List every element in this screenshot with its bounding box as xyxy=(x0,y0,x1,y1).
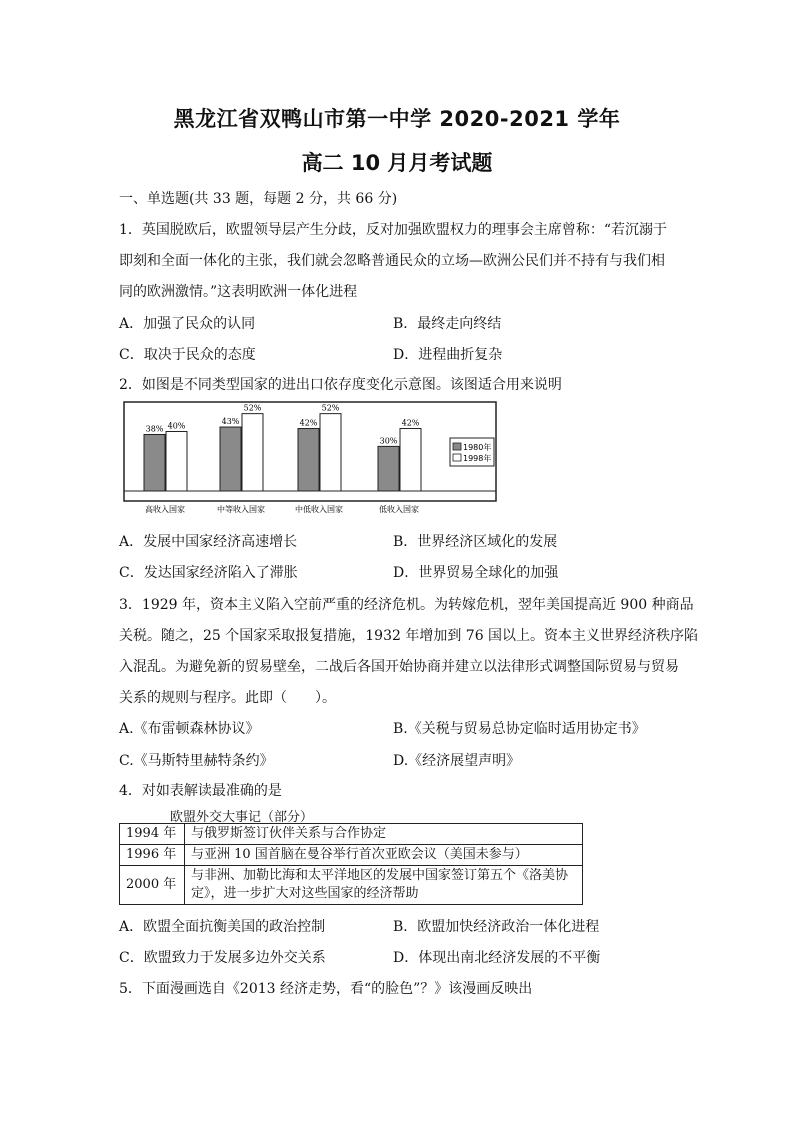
q3-option-d: D.《经济展望声明》 xyxy=(393,753,521,769)
q1-line-2: 即刻和全面一体化的主张，我们就会忽略普通民众的立场—欧洲公民们并不持有与我们相 xyxy=(119,253,665,269)
q2-option-c: C．发达国家经济陷入了滞胀 xyxy=(119,565,298,581)
q4-option-b: B．欧盟加快经济政治一体化进程 xyxy=(393,919,600,935)
section-heading: 一、单选题(共 33 题，每题 2 分，共 66 分) xyxy=(119,191,398,207)
exam-title: 黑龙江省双鸭山市第一中学 2020-2021 学年 xyxy=(173,107,621,131)
q4-stem: 4．对如表解读最准确的是 xyxy=(119,783,282,799)
table-row xyxy=(120,824,583,845)
q5-stem: 5．下面漫画选自《2013 经济走势，看“的脸色”？》该漫画反映出 xyxy=(119,981,533,997)
table-row xyxy=(120,866,583,905)
bar-1980年-中低收入国家 xyxy=(298,429,319,491)
q3-line-4: 关系的规则与程序。此即（ ）。 xyxy=(119,690,336,706)
bar-1998年-低收入国家 xyxy=(400,429,421,491)
dependence-bar-chart xyxy=(120,398,500,516)
q1-option-b: B．最终走向终结 xyxy=(393,316,502,332)
q1-line-3: 同的欧洲激情。”这表明欧洲一体化进程 xyxy=(119,284,358,300)
q2-stem: 2．如图是不同类型国家的进出口依存度变化示意图。该图适合用来说明 xyxy=(119,377,562,393)
data-label: 40% xyxy=(167,421,186,431)
q1-option-d: D．进程曲折复杂 xyxy=(393,347,503,363)
q4-option-c: C．欧盟致力于发展多边外交关系 xyxy=(119,950,326,966)
row-year: 2000 年 xyxy=(120,866,185,905)
chart-legend xyxy=(450,438,494,466)
bar-1998年-中等收入国家 xyxy=(242,414,263,491)
category-label: 中等收入国家 xyxy=(217,505,265,514)
data-label: 52% xyxy=(321,403,340,413)
bar-1980年-高收入国家 xyxy=(144,434,165,491)
table-row xyxy=(120,845,583,866)
legend-swatch-1980 xyxy=(453,443,461,450)
table-caption: 欧盟外交大事记（部分） xyxy=(170,810,314,825)
bar-1980年-中等收入国家 xyxy=(220,427,241,491)
exam-subtitle: 高二 10 月月考试题 xyxy=(301,151,493,175)
row-year: 1994 年 xyxy=(120,824,185,845)
row-event: 与非洲、加勒比海和太平洋地区的发展中国家签订第五个《洛美协定》，进一步扩大对这些国家的经济帮助 xyxy=(185,866,583,905)
legend-label-1980: 1980年 xyxy=(463,443,492,452)
data-label: 42% xyxy=(401,418,420,428)
category-label: 低收入国家 xyxy=(379,505,419,514)
bar-1980年-低收入国家 xyxy=(378,446,399,491)
data-label: 42% xyxy=(299,418,318,428)
q3-option-a: A.《布雷顿森林协议》 xyxy=(119,721,260,737)
bar-1998年-高收入国家 xyxy=(166,432,187,492)
legend-swatch-1998 xyxy=(453,454,461,461)
q4-option-d: D．体现出南北经济发展的不平衡 xyxy=(393,950,601,966)
q1-option-a: A．加强了民众的认同 xyxy=(119,316,256,332)
q3-option-c: C.《马斯特里赫特条约》 xyxy=(119,753,274,769)
category-label: 高收入国家 xyxy=(145,505,185,514)
q3-option-b: B.《关税与贸易总协定临时适用协定书》 xyxy=(393,721,646,737)
row-event: 与亚洲 10 国首脑在曼谷举行首次亚欧会议（美国未参与） xyxy=(185,845,583,866)
category-label: 中低收入国家 xyxy=(295,505,343,514)
q1-line-1: 1．英国脱欧后，欧盟领导层产生分歧，反对加强欧盟权力的理事会主席曾称：“若沉溺于 xyxy=(119,222,668,238)
q3-line-1: 3．1929 年，资本主义陷入空前严重的经济危机。为转嫁危机，翌年美国提高近 900 种商品 xyxy=(119,597,694,613)
q2-option-b: B．世界经济区域化的发展 xyxy=(393,534,558,550)
q2-option-a: A．发展中国家经济高速增长 xyxy=(119,534,298,550)
q1-option-c: C．取决于民众的态度 xyxy=(119,347,256,363)
eu-diplomacy-table xyxy=(119,823,583,905)
q2-option-d: D．世界贸易全球化的加强 xyxy=(393,565,559,581)
q3-line-3: 入混乱。为避免新的贸易壁垒，二战后各国开始协商并建立以法律形式调整国际贸易与贸易 xyxy=(119,659,679,675)
q4-option-a: A．欧盟全面抗衡美国的政治控制 xyxy=(119,919,326,935)
data-label: 38% xyxy=(145,424,164,434)
data-label: 43% xyxy=(221,417,240,427)
q3-line-2: 关税。随之，25 个国家采取报复措施，1932 年增加到 76 国以上。资本主义世界经济秩序陷 xyxy=(119,628,699,644)
bar-1998年-中低收入国家 xyxy=(320,414,341,491)
row-year: 1996 年 xyxy=(120,845,185,866)
row-event: 与俄罗斯签订伙伴关系与合作协定 xyxy=(185,824,583,845)
data-label: 52% xyxy=(243,403,262,413)
data-label: 30% xyxy=(379,436,398,446)
legend-label-1998: 1998年 xyxy=(463,454,492,463)
